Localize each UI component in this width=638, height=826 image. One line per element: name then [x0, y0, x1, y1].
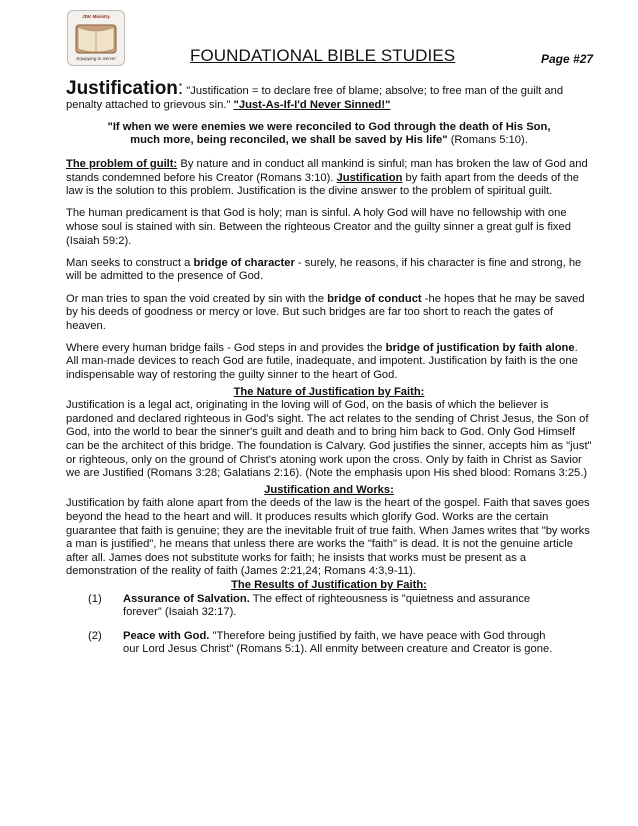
problem-text-2: by faith apart from the deeds of the law is the solution to this problem. Justification is the divine answer to the problem of spiritual guilt. [66, 171, 580, 198]
list-item-text: The effect of righteousness is "quietness and assurance forever" (Isaiah 32:17). [123, 592, 531, 619]
list-item-title: Assurance of Salvation. [123, 592, 250, 605]
term-heading: Justification [66, 78, 178, 99]
predicament-paragraph: The human predicament is that God is holy; man is sinful. A holy God will have no fellowship with one whose soul is stained with sin. Between the righteous Creator and the guilty sinner a great gulf is fixed (Isaiah 59:2). [66, 207, 571, 247]
conduct-post: -he hopes that he may be saved by his deeds of goodness or mercy or love. But such bridges are far too short to reach the gates of heaven. [66, 292, 585, 332]
works-heading: Justification and Works: [264, 483, 394, 496]
page-title: FOUNDATIONAL BIBLE STUDIES [190, 46, 456, 65]
bridge-paragraph [66, 342, 592, 383]
term-definition: "Justification = to declare free of blame; absolve; to free man of the guilt and penalty attached to grievous sin." [66, 85, 564, 111]
bridge-pre: Where every human bridge fails - God steps in and provides the [66, 341, 386, 354]
key-verse [66, 121, 592, 148]
results-list [66, 593, 592, 657]
bridge-post: . All man-made devices to reach God are futile, inadequate, and impotent. Justification by faith is the one indispensable way of restoring the guilty sinner to the heart of God. [66, 341, 578, 382]
problem-emph: Justification [336, 171, 403, 184]
logo-name: JDK Ministry [82, 14, 110, 19]
page-number: Page #27 [541, 52, 594, 66]
works-paragraph: Justification by faith alone apart from the deeds of the law is the heart of the gospel. Faith that saves goes beyond the head to the heart and will. It produces results which glorify God. Works are the certain guarantee that faith is genuine; they are the inevitable fruit of true faith. When James writes that "by works a man is justified", he means that unless there are works the "faith" is dead. It is not the genuine article after all. James does not substitute works for faith; he insists that works must be present as a demonstration of the reality of faith (James 2:21,24; Romans 4:3,9-11). [66, 497, 590, 578]
key-verse-ref: (Romans 5:10). [447, 134, 528, 147]
results-heading: The Results of Justification by Faith: [231, 578, 427, 591]
list-item [66, 593, 592, 620]
character-post: - surely, he reasons, if his character is fine and strong, he will be admitted to the presence of God. [66, 256, 582, 283]
study-content [66, 78, 592, 667]
list-item-title: Peace with God. [123, 629, 210, 642]
character-pre: Man seeks to construct a [66, 256, 194, 269]
tagline: "Just-As-If-I'd Never Sinned!" [233, 98, 391, 111]
character-bold: bridge of character [193, 256, 295, 269]
problem-paragraph [66, 158, 592, 199]
problem-text: By nature and in conduct all mankind is sinful; man has broken the law of God and stands condemned before his Creator (Romans 3:10). [66, 157, 588, 184]
nature-heading: The Nature of Justification by Faith: [233, 385, 425, 398]
character-paragraph [66, 257, 592, 284]
list-item [66, 630, 592, 657]
list-number: (2) [88, 629, 102, 642]
key-verse-text: "If when we were enemies we were reconciled to God through the death of His Son, much more, being reconciled, we shall be saved by His life" [107, 120, 551, 147]
nature-paragraph: Justification is a legal act, originating in the loving will of God, on the basis of which the believer is pardoned and declared righteous in God's sight. The act relates to the sending of Christ Jesus, the Son of God, into the world to bear the sinner's guilt and death and to bring him back to God. Only God Himself can be the architect of this bridge. The foundation is Calvary. God justifies the sinner, accepts him as "just" or righteous, only on the ground of Christ's atoning work upon the cross. Only by faith in Christ as Savior we are Justified (Romans 3:28; Galatians 2:16). (Note the emphasis upon His shed blood: Romans 3:25.) [66, 399, 592, 480]
bridge-bold: bridge of justification by faith alone [385, 341, 575, 354]
intro-paragraph [66, 78, 592, 112]
logo-tagline: Equipping to Serve! [76, 56, 116, 61]
term-colon: : [177, 78, 184, 99]
conduct-pre: Or man tries to span the void created by sin with the [66, 292, 328, 305]
ministry-logo [67, 10, 125, 66]
list-number: (1) [88, 592, 102, 605]
conduct-bold: bridge of conduct [327, 292, 422, 305]
problem-label: The problem of guilt: [66, 157, 178, 170]
list-item-text: "Therefore being justified by faith, we have peace with God through our Lord Jesus Christ" (Romans 5:1). All enmity between creature and Creator is gone. [123, 629, 553, 656]
conduct-paragraph [66, 293, 592, 334]
